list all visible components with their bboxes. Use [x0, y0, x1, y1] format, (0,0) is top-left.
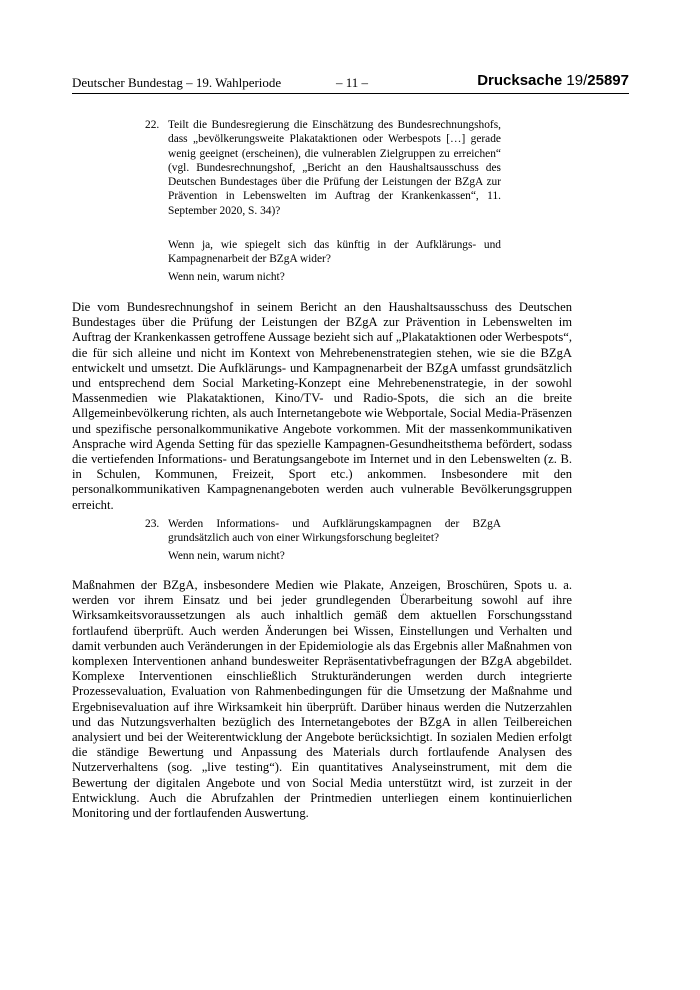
question-text: Werden Informations- und Aufklärungskampagnen der BZgA grundsätzlich auch von einer Wirkungsforschung begleitet?	[168, 518, 501, 545]
answer-paragraph: Maßnahmen der BZgA, insbesondere Medien wie Plakate, Anzeigen, Broschüren, Spots u. a. werden vor ihrem Einsatz und bei jeder grundlegenden Überarbeitung sowohl auf ihre Wirksamkeitsvoraussetzungen als auch inhaltlich gemäß dem aktuellen Forschungsstand fortlaufend überprüft. Auch werden Änderungen bei Wissen, Einstellungen und Verhalten und damit verbunden auch Veränderungen in der Epidemiologie als das Ergebnis aller Maßnahmen von komplexen Interventionen anhand bundesweiter Repräsentativbefragungen der BZgA abgebildet. Komplexe Interventionen einschließlich Strukturänderungen werden durch integrierte Prozessevaluation, Evaluation von Rahmenbedingungen für die Umsetzung der Maßnahme und Ergebnisevaluation auf ihre Wirksamkeit hin überprüft. Darüber hinaus werden die Nutzerzahlen und das Nutzungsverhalten bezüglich des Internetangebotes der BZgA in allen Teilbereichen analysiert und bei der Weiterentwicklung der Angebote berücksichtigt. In sozialen Medien erfolgt die ständige Bewertung und Anpassung des Materials durch fortlaufende Analysen des Nutzerverhaltens (sog. „live testing“). Ein quantitatives Analyseinstrument, mit dem die Bewertung der digitalen Angebote und von Social Media unterstützt wird, ist zurzeit in der Entwicklung. Auch die Abrufzahlen der Printmedien unterliegen einem kontinuierlichen Monitoring und der fortlaufenden Auswertung.	[72, 578, 572, 821]
question-text: Teilt die Bundesregierung die Einschätzung des Bundesrechnungshofs, dass „bevölkerungsweite Plakataktionen oder Werbespots […] gerade wenig geeignet (erscheinen), die vulnerablen Zielgruppen zu erreichen“ (vgl. Bundesrechnungshof, „Bericht an den Haushaltsausschuss des Deutschen Bundestages über die Prüfung der Leistungen der BZgA zur Prävention in Lebenswelten im Auftrag der Krankenkassen“, 11. September 2020, S. 34)?	[168, 119, 501, 217]
header-divider	[72, 93, 629, 94]
page-number: – 11 –	[336, 75, 369, 90]
question-number: 22.	[145, 119, 160, 131]
page-header	[72, 72, 629, 94]
answer-paragraph: Die vom Bundesrechnungshof in seinem Bericht an den Haushaltsausschuss des Deutschen Bundestages über die Prüfung der Leistungen der BZgA zur Prävention in Lebenswelten im Auftrag der Krankenkassen getroffene Aussage bezieht sich auf „Plakataktionen oder Werbespots“, die für sich alleine und nicht im Kontext von Mehrebenenstrategien stehen, wie sie die BZgA entwickelt und umsetzt. Die Aufklärungs- und Kampagnenarbeit der BZgA umfasst grundsätzlich und entsprechend dem Social Marketing-Konzept eine Mehrebenenstrategie, in der sowohl Massenmedien wie Plakataktionen, Kino/TV- und Radio-Spots, die sich an die breite Allgemeinbevölkerung richten, als auch Internetangebote wie Webportale, Social Media-Präsenzen und spezifische personalkommunikative Angebote vorkommen. Mit der massenkommunikativen Ansprache wird Agenda Setting für das spezielle Kampagnen-Gesundheitsthema befördert, sodass die vertiefenden Informations- und Beratungsangebote im Internet und in den Lebenswelten (z. B. in Schulen, Kommunen, Freizeit, Sport etc.) ankommen. Insbesondere mit den personalkommunikativen Kampagnenangeboten werden auch vulnerable Bevölkerungsgruppen erreicht.	[72, 300, 572, 512]
question-followup: Wenn nein, warum nicht?	[168, 550, 285, 562]
document-number	[477, 72, 629, 89]
question-number: 23.	[145, 518, 160, 530]
doc-number: 25897	[587, 72, 629, 89]
doc-label: Drucksache	[477, 72, 563, 89]
header-title: Deutscher Bundestag – 19. Wahlperiode	[72, 75, 282, 90]
question-followup: Wenn ja, wie spiegelt sich das künftig in der Aufklärungs- und Kampagnenarbeit der BZgA wider?	[168, 239, 501, 266]
question-followup: Wenn nein, warum nicht?	[168, 271, 285, 283]
doc-number-prefix: 19/	[566, 72, 588, 89]
